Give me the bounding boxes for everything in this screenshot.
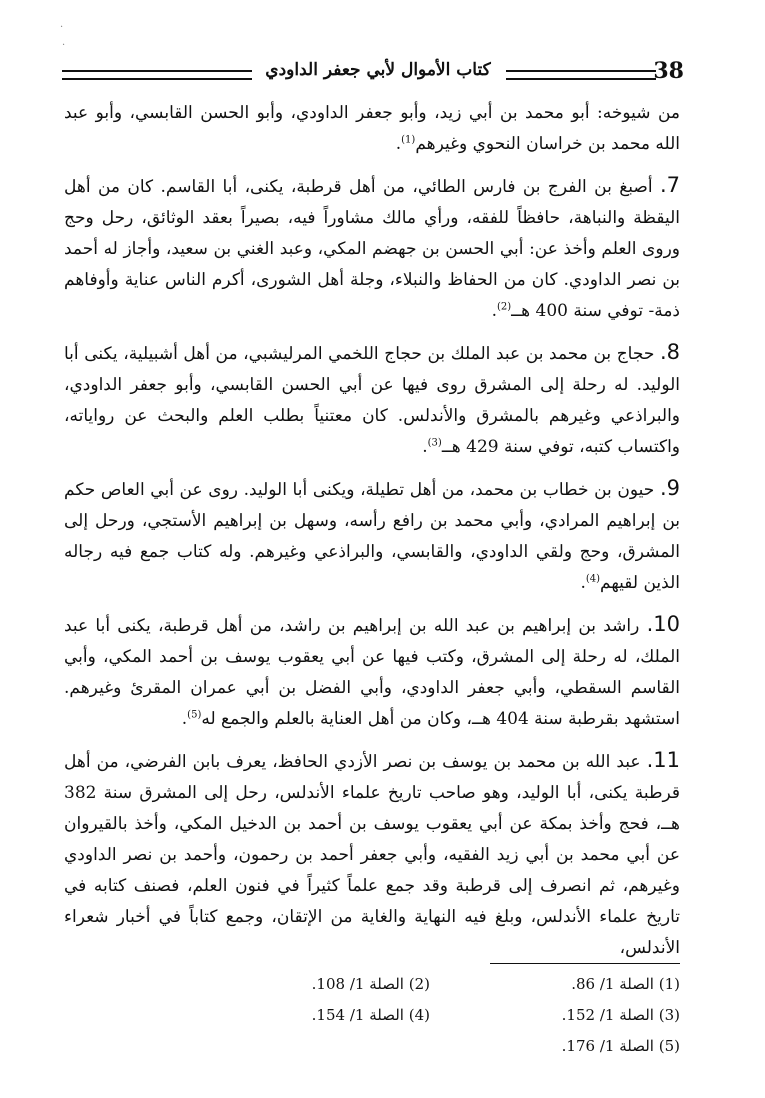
biography-entry [64, 745, 680, 964]
footnote: (1) الصلة 1/ 86. [571, 975, 680, 993]
paragraph-end: . [181, 709, 188, 729]
paragraph [64, 98, 680, 160]
biography-entry [64, 170, 680, 327]
paragraph-text: حيون بن خطاب بن محمد، من أهل تطيلة، ويكنى أبا الوليد. روى عن أبي العاص حكم بن إبراهيم المرادي، وأبي محمد بن رافع رأسه، وسهل بن إبراهيم الأستجي، ورحل إلى المشرق، وحج ولقي الداودي، والقابسي، والبراذعي وغيرهم. وله كتاب جمع فيه رجاله الذين لقيهم [64, 480, 680, 593]
paragraph-text: راشد بن إبراهيم بن عبد الله بن إبراهيم بن راشد، من أهل قرطبة، يكنى أبا عبد الملك، له رحلة إلى المشرق، وكتب فيها عن أبي يعقوب يوسف بن أحمد المكي، وأبي القاسم السقطي، وأبي جعفر الداودي، وأبي الفضل بن أبي عمران المقرئ وغيرهم. استشهد بقرطبة سنة 404 هــ، وكان من أهل العناية بالعلم والجمع له [64, 616, 680, 729]
paragraph-end: . [580, 573, 586, 593]
paragraph-end: . [395, 134, 402, 154]
biography-entry [64, 473, 680, 599]
paragraph-text: أصبغ بن الفرج بن فارس الطائي، من أهل قرطبة، يكنى، أبا القاسم. كان من أهل اليقظة والنباهة، حافظاً للفقه، ورأي مالك مشاوراً فيه، بصيراً بعقد الوثائق، رحل وحج وروى العلم وأخذ عن: أبي الحسن بن جهضم المكي، وعبد الغني بن سعيد، وأجاز له أحمد بن نصر الداودي. كان من الحفاظ والنبلاء، وجلة أهل الشورى، أكرم الناس عناية وأوفاهم ذمة- توفي سنة 400 هــ [64, 177, 680, 321]
scan-speck: · [62, 40, 66, 51]
footnote-divider [490, 963, 680, 964]
footnote: (2) الصلة 1/ 108. [311, 975, 430, 993]
footnotes [110, 975, 680, 1068]
paragraph-end: . [491, 301, 497, 321]
running-header [62, 58, 684, 94]
entry-number: 7. [659, 173, 680, 197]
entry-number: 9. [659, 476, 681, 500]
paragraph-end: . [422, 437, 428, 457]
entry-number: 10. [646, 612, 681, 636]
footnote-row [110, 1037, 680, 1068]
paragraph-text: عبد الله بن محمد بن يوسف بن نصر الأزدي الحافظ، يعرف بابن الفرضي، من أهل قرطبة يكنى، أبا الوليد، وهو صاحب تاريخ علماء الأندلس، رحل إلى المشرق سنة 382 هــ، فحج وأخذ بمكة عن أبي يعقوب يوسف بن أحمد بن الدخيل المكي، وأخذ بالقيروان عن أبي محمد بن أبي زيد الفقيه، وأبي جعفر أحمد بن رحمون، وأحمد بن نصر الداودي وغيرهم، ثم انصرف إلى قرطبة وقد جمع علماً كثيراً في فنون العلم، فصنف كتابه في تاريخ علماء الأندلس، وبلغ فيه النهاية والغاية من الإتقان، وجمع كتاباً في أخبار شعراء الأندلس، [64, 752, 680, 958]
footnote: (4) الصلة 1/ 154. [311, 1006, 430, 1024]
footnote-reference: (5) [187, 709, 202, 721]
biography-entry [64, 337, 680, 463]
page-number: 38 [653, 58, 684, 84]
footnote: (3) الصلة 1/ 152. [561, 1006, 680, 1024]
header-rule-right [506, 70, 656, 80]
entry-number: 11. [646, 748, 681, 772]
footnote-row [110, 975, 680, 1006]
footnote-reference: (1) [401, 134, 416, 146]
book-title: كتاب الأموال لأبي جعفر الداودي [265, 60, 491, 80]
paragraph-text: حجاج بن محمد بن عبد الملك بن حجاج اللخمي المرليشبي، من أهل أشبيلية، يكنى أبا الوليد. له رحلة إلى المشرق روى فيها عن أبي الحسن القابسي، وأبو جعفر الداودي، والبراذعي وغيرهم بالمشرق والأندلس. كان معتنياً بطلب العلم والبحث عن رواياته، واكتساب كتبه، توفي سنة 429 هــ [64, 344, 680, 457]
biography-entry [64, 609, 680, 735]
header-rule-left [62, 70, 252, 80]
body-text [64, 98, 680, 974]
footnote-row [110, 1006, 680, 1037]
footnote-reference: (2) [496, 301, 512, 313]
footnote-reference: (3) [427, 437, 442, 449]
footnote-reference: (4) [585, 573, 601, 585]
paragraph-text: من شيوخه: أبو محمد بن أبي زيد، وأبو جعفر الداودي، وأبو الحسن القابسي، وأبو عبد الله محمد بن خراسان النحوي وغيرهم [64, 103, 680, 154]
entry-number: 8. [659, 340, 681, 364]
scan-speck: · [60, 22, 64, 33]
footnote: (5) الصلة 1/ 176. [561, 1037, 680, 1055]
